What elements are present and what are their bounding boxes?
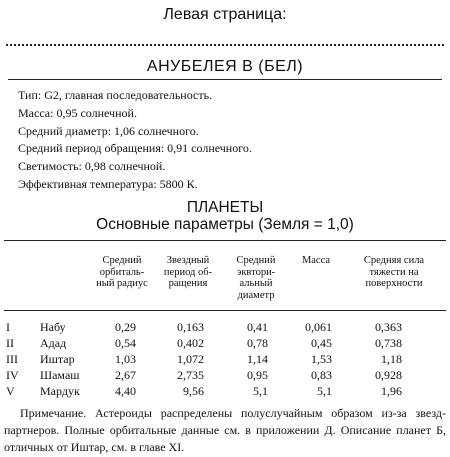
planet-number: II	[6, 336, 14, 350]
dotted-divider	[6, 44, 444, 46]
star-luminosity: Светимость: 0,98 солнечной.	[18, 159, 166, 173]
cell-equatorial-diameter: 0,78	[247, 336, 268, 350]
cell-orbital-radius: 0,54	[115, 336, 136, 350]
planet-number: I	[6, 320, 10, 334]
page-header: Левая страница:	[163, 6, 287, 23]
footnote: Примечание. Астероиды распределены полуслучайным образом из-за звезд-партнеров. Полные орбитальные данные см. в приложении Д. Описание планет Б, отличных от Иштар, см. в главе XI.	[4, 406, 446, 454]
star-rotation-period: Средний период обращения: 0,91 солнечного.	[18, 141, 252, 155]
col-header-mass: Масса	[301, 255, 331, 266]
star-title: АНУБЕЛЕЯ В (БЕЛ)	[146, 58, 304, 75]
cell-surface-gravity: 0,363	[375, 320, 402, 334]
cell-sidereal-period: 0,402	[177, 336, 204, 350]
cell-equatorial-diameter: 1,14	[247, 352, 268, 366]
cell-mass: 1,53	[311, 352, 332, 366]
cell-sidereal-period: 0,163	[177, 320, 204, 334]
planet-name: Набу	[40, 320, 66, 334]
planet-number: III	[6, 352, 18, 366]
star-diameter: Средний диаметр: 1,06 солнечного.	[18, 124, 199, 138]
cell-mass: 0,45	[311, 336, 332, 350]
planets-title: ПЛАНЕТЫ	[186, 199, 264, 216]
col-header-surface-gravity: Средняя сила тяжести на поверхности	[363, 255, 425, 289]
planets-subtitle: Основные параметры (Земля = 1,0)	[96, 216, 354, 233]
star-temperature: Эффективная температура: 5800 К.	[18, 177, 198, 191]
cell-surface-gravity: 0,928	[375, 368, 402, 382]
col-header-orbital-radius: Средний орбиталь-ный радиус	[96, 255, 148, 289]
planet-number: IV	[6, 368, 19, 382]
cell-surface-gravity: 1,96	[381, 384, 402, 398]
table-header-rule	[4, 310, 446, 311]
cell-orbital-radius: 1,03	[115, 352, 136, 366]
cell-mass: 0,061	[305, 320, 332, 334]
planet-name: Адад	[40, 336, 67, 350]
table-top-rule	[4, 240, 446, 241]
star-type: Тип: G2, главная последовательность.	[18, 88, 213, 102]
col-header-sidereal-period: Звездный период об-ращения	[163, 255, 213, 289]
cell-mass: 5,1	[317, 384, 332, 398]
cell-orbital-radius: 4,40	[115, 384, 136, 398]
planet-name: Мардук	[40, 384, 80, 398]
cell-orbital-radius: 2,67	[115, 368, 136, 382]
planet-number: V	[6, 384, 15, 398]
cell-orbital-radius: 0,29	[115, 320, 136, 334]
planet-name: Шамаш	[40, 368, 80, 382]
cell-mass: 0,83	[311, 368, 332, 382]
cell-sidereal-period: 9,56	[183, 384, 204, 398]
planet-name: Иштар	[40, 352, 75, 366]
star-mass: Масса: 0,95 солнечной.	[18, 106, 137, 120]
cell-equatorial-diameter: 0,41	[247, 320, 268, 334]
cell-surface-gravity: 1,18	[381, 352, 402, 366]
col-header-equatorial-diameter: Средний эквтори-альный диаметр	[236, 255, 276, 301]
cell-sidereal-period: 2,735	[177, 368, 204, 382]
cell-sidereal-period: 1,072	[177, 352, 204, 366]
cell-surface-gravity: 0,738	[375, 336, 402, 350]
star-title-rule	[8, 79, 442, 80]
cell-equatorial-diameter: 0,95	[247, 368, 268, 382]
cell-equatorial-diameter: 5,1	[253, 384, 268, 398]
